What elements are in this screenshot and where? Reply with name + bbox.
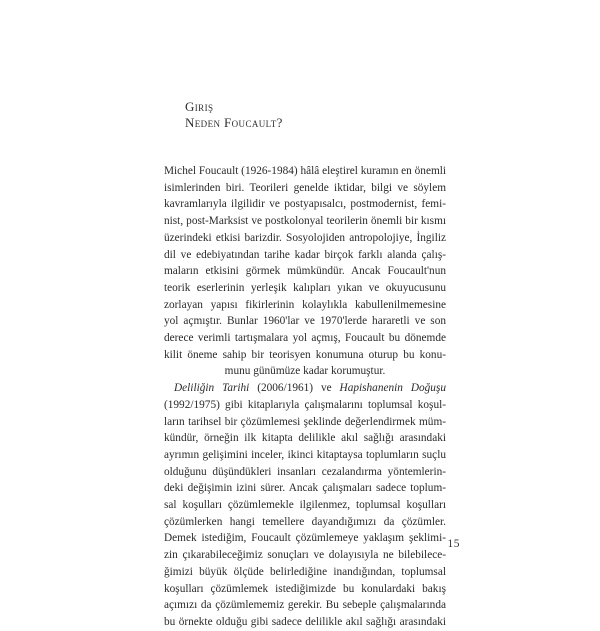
text-line: olduğunu düşündükleri insanları cezalandırma yöntemlerin-: [164, 465, 446, 478]
text-line: nist, post-Marksist ve postkolonyal teorilerin önemli bir kısmı: [164, 215, 446, 228]
page-number: 15: [447, 538, 460, 550]
text-line: açımızı da çözümlememiz gerekir. Bu sebeple çalışmalarında: [164, 599, 446, 612]
text-line: teorik eserlerinin yerleşik kalıpları yıkan ve okuyucusunu: [164, 281, 446, 294]
text-line: (1992/1975) gibi kitaplarıyla çalışmalarını toplumsal koşul-: [164, 398, 446, 411]
text-line: sal koşulları çözümlemekle ilgilenmez, toplumsal koşulları: [164, 499, 446, 512]
text-line: maların etkisini görmek mümkündür. Ancak Foucault'nun: [164, 265, 446, 278]
text-line: Michel Foucault (1926-1984) hâlâ eleştirel kuramın en önemli: [164, 165, 447, 177]
text-line: Demek istediğim, Foucault çözümlemeye yaklaşım şeklimi-: [164, 532, 446, 545]
text-line: derece verimli tartışmalara yol açmış, Foucault bu dönemde: [164, 332, 446, 345]
paragraph-1: [164, 163, 446, 380]
text-line: ların tarihsel bir çözümlemesi şeklinde değerlendirmek müm-: [164, 415, 446, 428]
text-line: ayrımın gelişimini inceler, ikinci kitaptaysa toplumların suçlu: [164, 448, 446, 461]
text-line: yol açmıştır. Bunlar 1960'lar ve 1970'lerde hararetli ve son: [164, 315, 446, 328]
book-title: Deliliğin Tarihi: [174, 382, 250, 395]
text-line: kilit öneme sahip bir teorisyen konumuna oturup bu konu-: [164, 348, 446, 361]
chapter-label: Giriş: [185, 99, 214, 114]
text-line: isimlerinden biri. Teorileri genelde iktidar, bilgi ve söylem: [164, 181, 446, 194]
text-line: dil ve edebiyatından tarihe kadar birçok farklı alanda çalış-: [164, 248, 446, 261]
chapter-heading: [185, 99, 283, 131]
text-line: bu örnekte olduğu gibi sadece delilikle akıl sağlığı arasındaki: [164, 615, 446, 628]
text-line: zin çıkarabileceğimiz sonuçları ve dolayısıyla ne bilebilece-: [164, 549, 446, 562]
book-title: Hapishanenin Doğuşu: [339, 382, 446, 395]
text-line: kündür, örneğin ilk kitapta delilikle akıl sağlığı arasındaki: [164, 432, 446, 445]
body-text: [164, 163, 446, 631]
text-line: üzerindeki etkisi barizdir. Sosyolojiden antropolojiye, İngiliz: [164, 231, 446, 244]
text-line: koşulları çözümlemek istediğimizde bu konulardaki bakış: [164, 582, 446, 595]
text-line: çözümlerken hangi temellere dayandığımızı da çözümler.: [164, 515, 446, 528]
text-line: deki değişimin izini sürer. Ancak çalışmaları sadece toplum-: [164, 482, 446, 495]
text-line: zorlayan yapısı fikirlerinin kolaylıkla kabullenilmemesine: [164, 298, 446, 311]
text-fragment: (2006/1961) ve: [249, 382, 340, 395]
chapter-title: Neden Foucault?: [185, 115, 283, 130]
text-line: ğimizi büyük ölçüde belirlediğine inandığından, toplumsal: [164, 565, 446, 578]
text-line: kavramlarıyla ilgilidir ve postyapısalcı, postmodernist, femi-: [164, 198, 446, 211]
text-line: [164, 380, 446, 397]
text-line: munu günümüze kadar korumuştur.: [224, 365, 386, 378]
paragraph-2: [164, 380, 446, 631]
